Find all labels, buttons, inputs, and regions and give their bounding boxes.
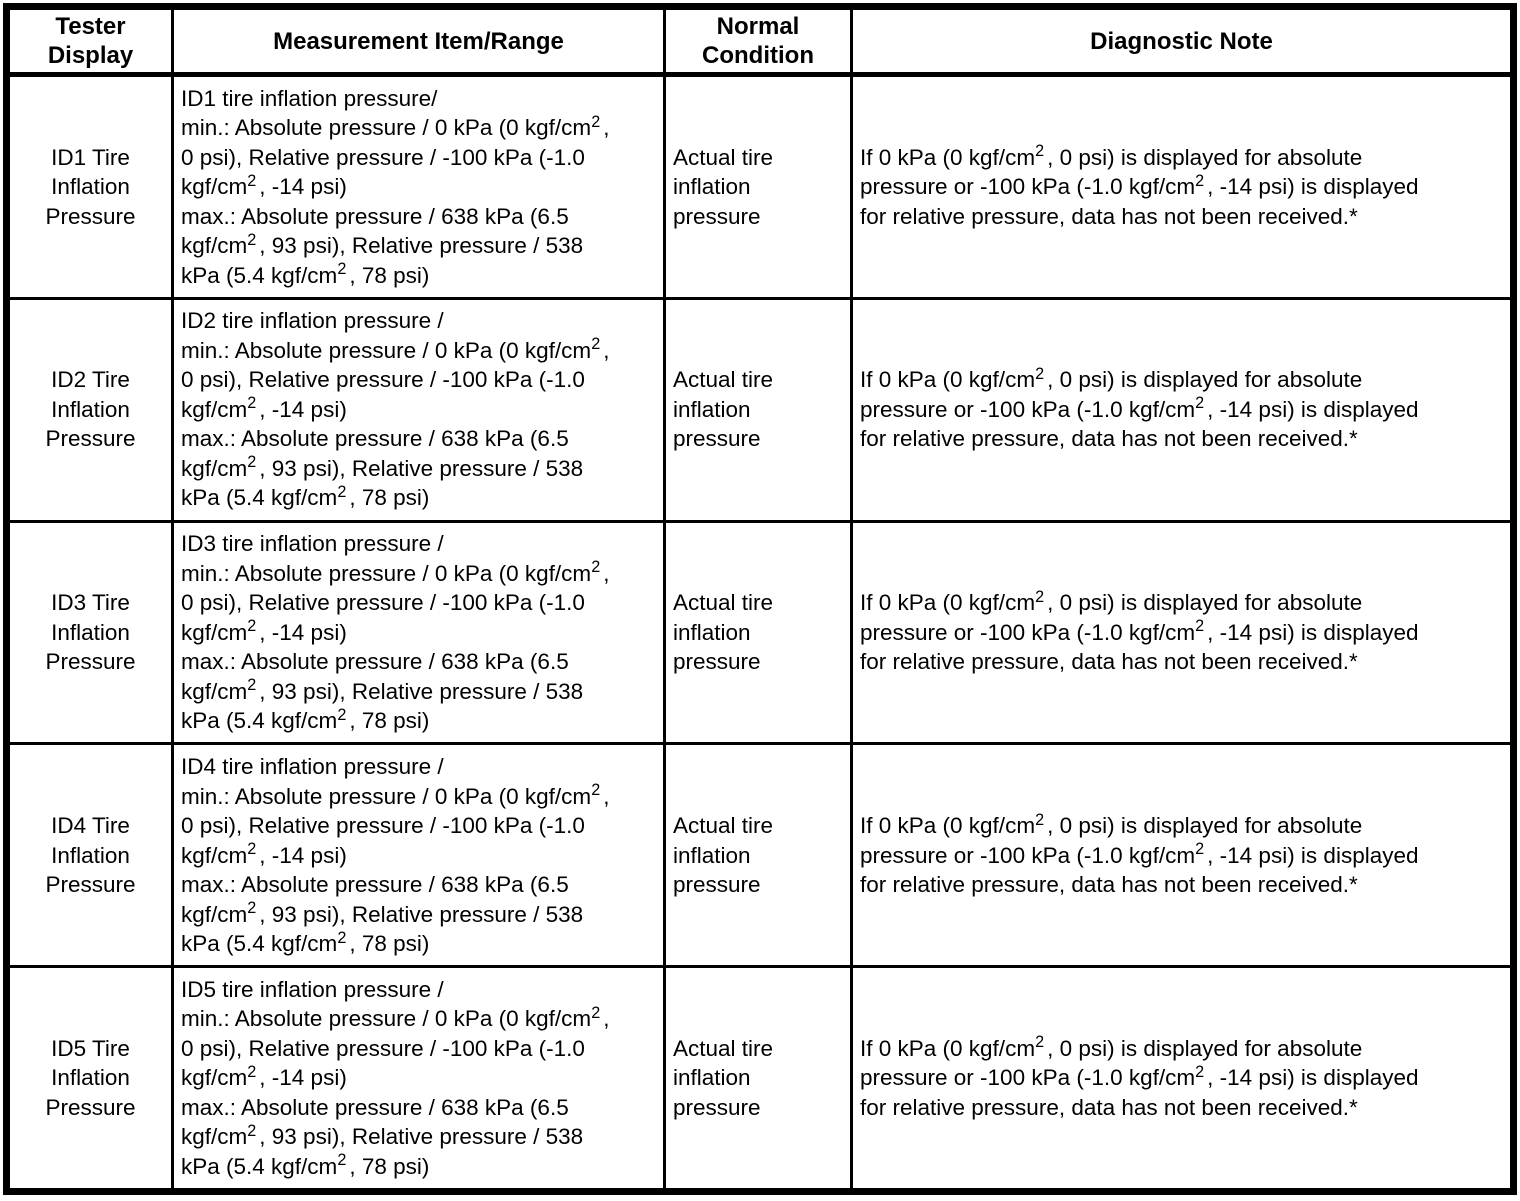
table-row	[7, 967, 1514, 1192]
header-normal-condition: Normal Condition	[665, 7, 852, 75]
document-page	[0, 3, 1520, 1201]
tester-display-cell: ID5 Tire Inflation Pressure	[7, 967, 173, 1192]
tester-display-cell: ID3 Tire Inflation Pressure	[7, 521, 173, 744]
diagnostic-note-cell: If 0 kPa (0 kgf/$cm^2$ , 0 psi) is displayed for absolute pressure or -100 kPa (-1.0 kgf/$cm^2$ , -14 psi) is displayed for relative pressure, data has not been received.*	[852, 521, 1514, 744]
tester-display-cell: ID4 Tire Inflation Pressure	[7, 744, 173, 967]
diagnostic-table	[3, 3, 1517, 1195]
table-header-row	[7, 7, 1514, 75]
diagnostic-note-cell: If 0 kPa (0 kgf/$cm^2$ , 0 psi) is displayed for absolute pressure or -100 kPa (-1.0 kgf/$cm^2$ , -14 psi) is displayed for relative pressure, data has not been received.*	[852, 744, 1514, 967]
measurement-item-range-cell: ID5 tire inflation pressure / min.: Absolute pressure / 0 kPa (0 kgf/$cm^2$ , 0 psi), Relative pressure / -100 kPa (-1.0 kgf/$cm^2$ , -14 psi) max.: Absolute pressure / 638 kPa (6.5 kgf/$cm^2$ , 93 psi), Relative pressure / 538 kPa (5.4 kgf/$cm^2$ , 78 psi)	[173, 967, 665, 1192]
diagnostic-note-cell: If 0 kPa (0 kgf/$cm^2$ , 0 psi) is displayed for absolute pressure or -100 kPa (-1.0 kgf/$cm^2$ , -14 psi) is displayed for relative pressure, data has not been received.*	[852, 967, 1514, 1192]
measurement-item-range-cell: ID4 tire inflation pressure / min.: Absolute pressure / 0 kPa (0 kgf/$cm^2$ , 0 psi), Relative pressure / -100 kPa (-1.0 kgf/$cm^2$ , -14 psi) max.: Absolute pressure / 638 kPa (6.5 kgf/$cm^2$ , 93 psi), Relative pressure / 538 kPa (5.4 kgf/$cm^2$ , 78 psi)	[173, 744, 665, 967]
table-row	[7, 521, 1514, 744]
normal-condition-cell: Actual tire inflation pressure	[665, 967, 852, 1192]
normal-condition-cell: Actual tire inflation pressure	[665, 298, 852, 521]
tester-display-cell: ID2 Tire Inflation Pressure	[7, 298, 173, 521]
measurement-item-range-cell: ID3 tire inflation pressure / min.: Absolute pressure / 0 kPa (0 kgf/$cm^2$ , 0 psi), Relative pressure / -100 kPa (-1.0 kgf/$cm^2$ , -14 psi) max.: Absolute pressure / 638 kPa (6.5 kgf/$cm^2$ , 93 psi), Relative pressure / 538 kPa (5.4 kgf/$cm^2$ , 78 psi)	[173, 521, 665, 744]
table-row	[7, 298, 1514, 521]
measurement-item-range-cell: ID2 tire inflation pressure / min.: Absolute pressure / 0 kPa (0 kgf/$cm^2$ , 0 psi), Relative pressure / -100 kPa (-1.0 kgf/$cm^2$ , -14 psi) max.: Absolute pressure / 638 kPa (6.5 kgf/$cm^2$ , 93 psi), Relative pressure / 538 kPa (5.4 kgf/$cm^2$ , 78 psi)	[173, 298, 665, 521]
normal-condition-cell: Actual tire inflation pressure	[665, 521, 852, 744]
normal-condition-cell: Actual tire inflation pressure	[665, 75, 852, 299]
header-tester-display: Tester Display	[7, 7, 173, 75]
diagnostic-note-cell: If 0 kPa (0 kgf/$cm^2$ , 0 psi) is displayed for absolute pressure or -100 kPa (-1.0 kgf/$cm^2$ , -14 psi) is displayed for relative pressure, data has not been received.*	[852, 298, 1514, 521]
table-row	[7, 75, 1514, 299]
header-diagnostic-note: Diagnostic Note	[852, 7, 1514, 75]
table-row	[7, 744, 1514, 967]
measurement-item-range-cell: ID1 tire inflation pressure/ min.: Absolute pressure / 0 kPa (0 kgf/$cm^2$ , 0 psi), Relative pressure / -100 kPa (-1.0 kgf/$cm^2$ , -14 psi) max.: Absolute pressure / 638 kPa (6.5 kgf/$cm^2$ , 93 psi), Relative pressure / 538 kPa (5.4 kgf/$cm^2$ , 78 psi)	[173, 75, 665, 299]
diagnostic-note-cell: If 0 kPa (0 kgf/$cm^2$ , 0 psi) is displayed for absolute pressure or -100 kPa (-1.0 kgf/$cm^2$ , -14 psi) is displayed for relative pressure, data has not been received.*	[852, 75, 1514, 299]
normal-condition-cell: Actual tire inflation pressure	[665, 744, 852, 967]
tester-display-cell: ID1 Tire Inflation Pressure	[7, 75, 173, 299]
header-measurement-item-range: Measurement Item/Range	[173, 7, 665, 75]
